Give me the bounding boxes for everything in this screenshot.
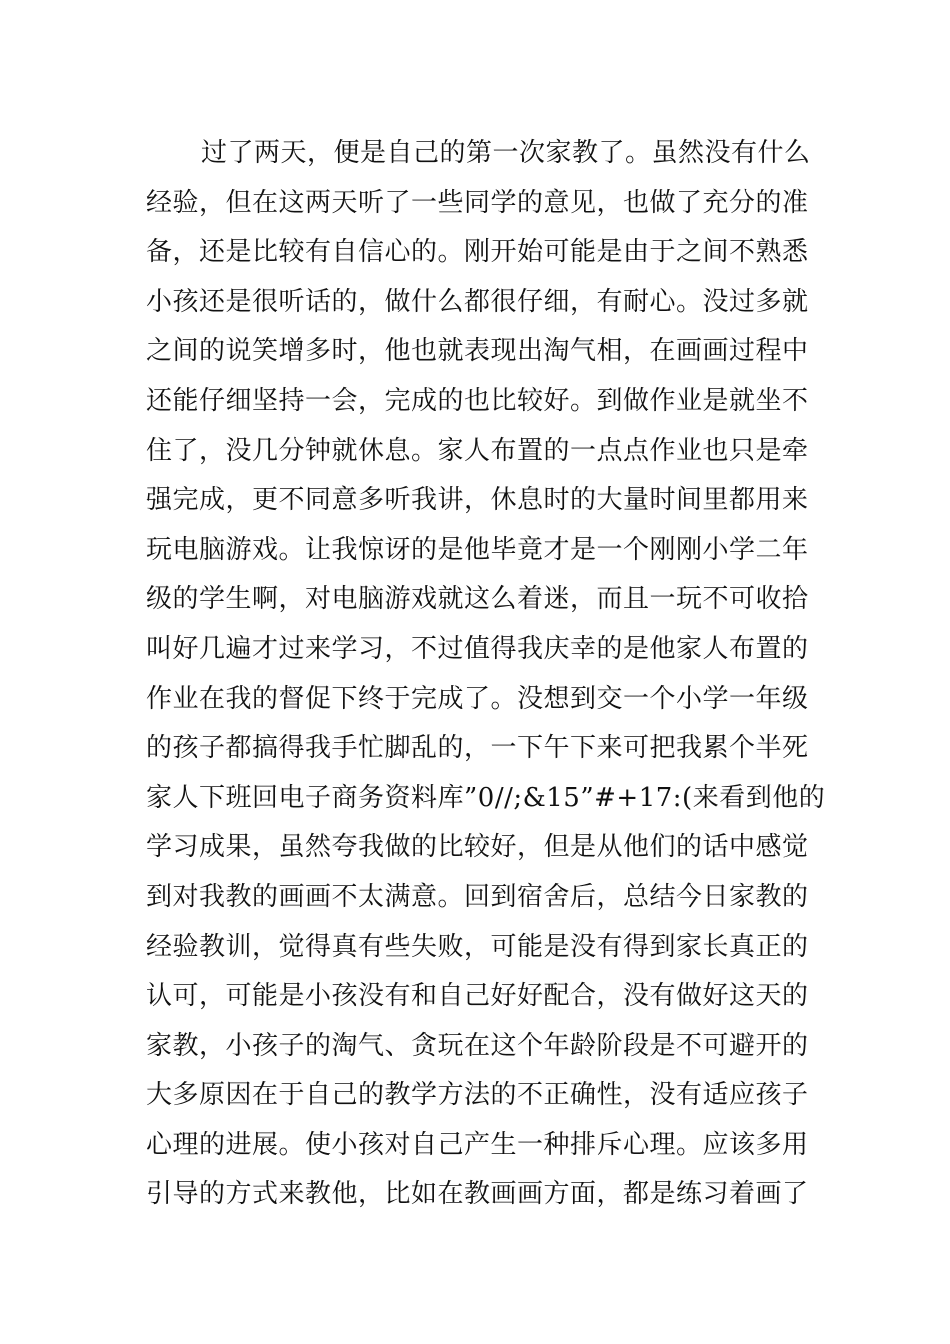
text-line: 到对我教的画画不太满意。回到宿舍后，总结今日家教的 [146,881,809,912]
text-line: 玩电脑游戏。让我惊讶的是他毕竟才是一个刚刚小学二年 [146,534,809,565]
text-line: 备，还是比较有自信心的。刚开始可能是由于之间不熟悉 [146,237,809,268]
text-line: 心理的进展。使小孩对自己产生一种排斥心理。应该多用 [146,1129,809,1160]
text-line: 家教，小孩子的淘气、贪玩在这个年龄阶段是不可避开的 [146,1030,809,1061]
text-line: 学习成果，虽然夸我做的比较好，但是从他们的话中感觉 [146,832,809,863]
text-line: 家人下班回电子商务资料库”0//;&15”#+17:(来看到他的 [146,782,826,813]
text-line: 过了两天，便是自己的第一次家教了。虽然没有什么 [201,138,811,168]
text-line: 级的学生啊，对电脑游戏就这么着迷，而且一玩不可收拾 [146,584,809,615]
body-text [146,129,826,1220]
text-line: 认可，可能是小孩没有和自己好好配合，没有做好这天的 [146,981,809,1012]
text-line: 小孩还是很听话的，做什么都很仔细，有耐心。没过多就 [146,286,809,317]
text-line: 之间的说笑增多时，他也就表现出淘气相，在画画过程中 [146,336,809,367]
text-line: 的孩子都搞得我手忙脚乱的，一下午下来可把我累个半死 [146,733,809,764]
text-line: 经验教训，觉得真有些失败，可能是没有得到家长真正的 [146,931,809,962]
text-line: 叫好几遍才过来学习，不过值得我庆幸的是他家人布置的 [146,633,809,664]
text-line: 引导的方式来教他，比如在教画画方面，都是练习着画了 [146,1179,809,1210]
text-line: 住了，没几分钟就休息。家人布置的一点点作业也只是牵 [146,435,809,466]
text-line: 经验，但在这两天听了一些同学的意见，也做了充分的准 [146,187,809,218]
text-line: 强完成，更不同意多听我讲，休息时的大量时间里都用来 [146,485,809,516]
text-line: 还能仔细坚持一会，完成的也比较好。到做作业是就坐不 [146,385,809,416]
text-line: 大多原因在于自己的教学方法的不正确性，没有适应孩子 [146,1080,809,1111]
text-line: 作业在我的督促下终于完成了。没想到交一个小学一年级 [146,683,809,714]
